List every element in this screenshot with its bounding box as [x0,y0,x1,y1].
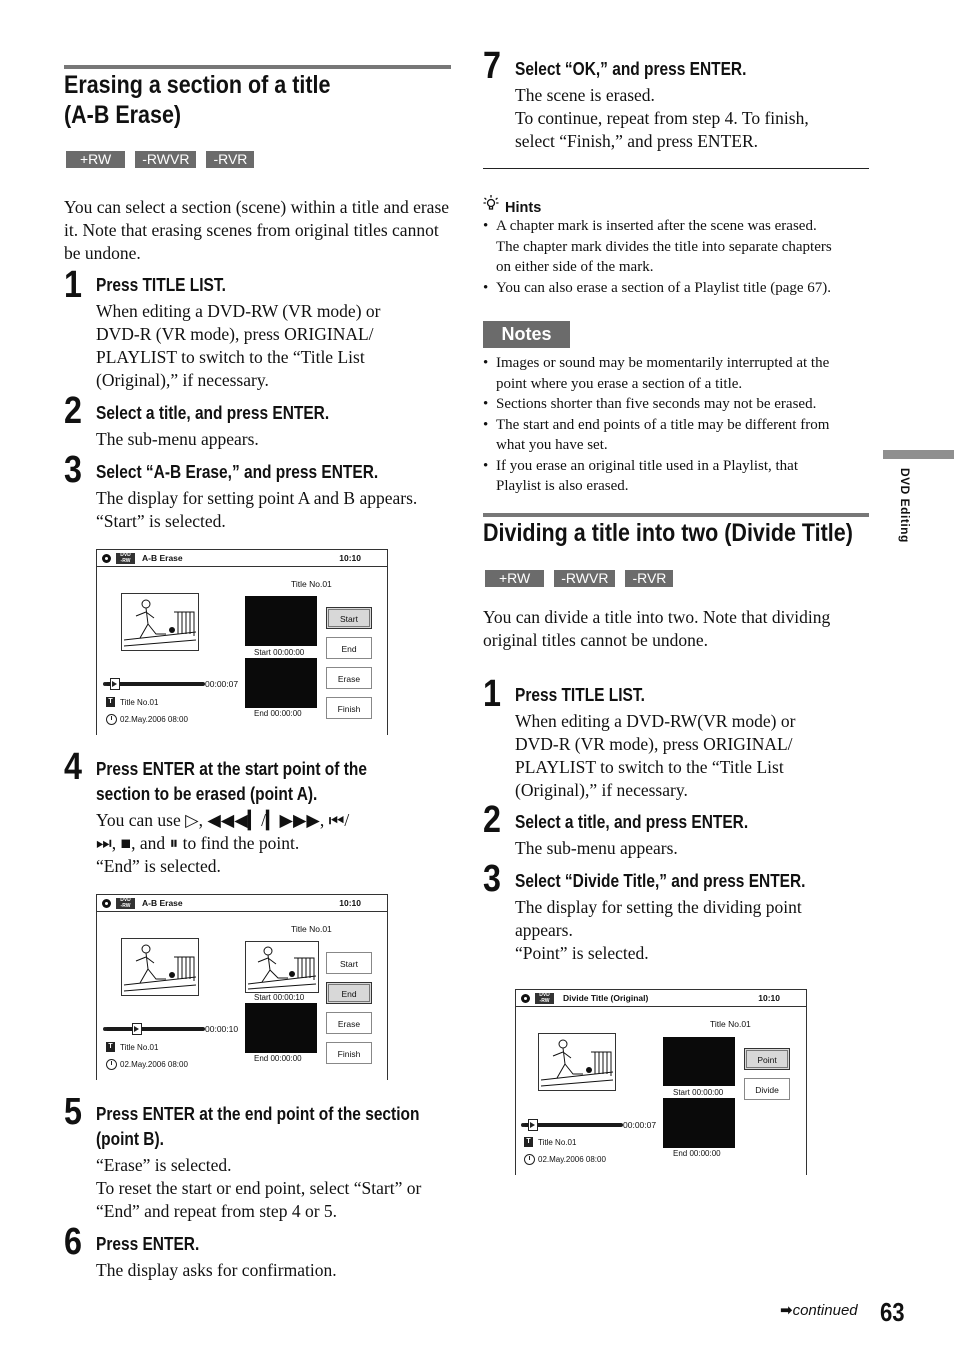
elapsed-time: 00:00:07 [205,679,239,689]
screen-title-bar [516,990,806,1007]
step-body: The display asks for confirmation. [96,1260,337,1280]
progress-bar[interactable] [105,682,205,686]
divide-title-screen [515,989,807,1175]
section-rule [64,65,451,69]
clock-icon [524,1154,535,1165]
badge-plus-rw: +RW [66,151,125,168]
step-number: 2 [483,799,501,841]
ab-erase-screen-end [96,894,388,1080]
start-point-label: Start 00:00:10 [254,993,305,1002]
section-heading-ab-erase: Erasing a section of a title (A-B Erase) [64,71,331,129]
point-button[interactable]: Point [744,1048,790,1070]
elapsed-time: 00:00:07 [623,1120,657,1130]
ab-erase-screen-start [96,549,388,735]
step-body: The display for setting point A and B appears. “Start” is selected. [96,488,418,531]
side-tab-label: DVD Editing [898,468,912,543]
progress-knob[interactable] [132,1023,142,1035]
continued-label: continued [792,1302,858,1319]
screen-clock: 10:10 [339,553,361,563]
arrow-right-icon: ➡ [780,1301,793,1319]
title-icon: T [106,1042,115,1052]
soccer-player-image [122,939,198,995]
progress-bar[interactable] [523,1123,623,1127]
divider [483,168,869,169]
info-title: Title No.01 [120,1043,159,1052]
screen-title-bar [97,895,387,912]
side-tab-bar [883,450,954,459]
title-icon: T [524,1137,533,1147]
notes-list [483,353,873,497]
list-item: • If you erase an original title used in a Playlist, that Playlist is also erased. [483,456,873,497]
step-number: 2 [64,390,82,432]
clock-icon [106,1059,117,1070]
step-heading: Press TITLE LIST. [96,275,226,295]
divide-button[interactable]: Divide [744,1078,790,1100]
info-title: Title No.01 [538,1138,577,1147]
clock-icon [106,714,117,725]
preview-thumbnail [121,938,199,996]
step-heading: Press ENTER at the end point of the section (point B). [96,1104,420,1149]
hints-header [483,194,541,216]
step-heading: Press ENTER at the start point of the section to be erased (point A). [96,759,367,804]
screen-clock: 10:10 [758,993,780,1003]
elapsed-time: 00:00:10 [205,1024,239,1034]
info-date: 02.May.2006 08:00 [538,1155,606,1164]
title-icon: T [106,697,115,707]
dvd-rw-icon: DVD -RW [116,553,135,564]
start-button[interactable]: Start [326,952,372,974]
badge-rw-vr: -RWVR [135,151,196,168]
step-body: “Erase” is selected. To reset the start or end point, select “Start” or “End” and repeat from step 4 or 5. [96,1155,422,1221]
end-point-label: End 00:00:00 [254,1054,302,1063]
badge-r-vr: -RVR [625,570,673,587]
screen-title: A-B Erase [142,898,183,908]
start-point-preview [245,941,319,993]
step-body: The scene is erased. To continue, repeat from step 4. To finish, select “Finish,” and press ENTER. [515,85,809,151]
step-number: 7 [483,45,501,87]
progress-knob[interactable] [110,678,120,690]
hints-list [483,216,873,298]
disc-icon [102,554,111,563]
hints-label: Hints [505,200,542,216]
finish-button[interactable]: Finish [326,697,372,719]
step-body: When editing a DVD-RW (VR mode) or DVD-R (VR mode), press ORIGINAL/ PLAYLIST to switch to the “Title List (Original),” if necessary. [96,301,381,390]
info-date: 02.May.2006 08:00 [120,1060,188,1069]
end-point-preview [245,658,317,708]
step-body: The sub-menu appears. [96,429,259,449]
disc-icon [521,994,530,1003]
step-number: 5 [64,1091,82,1133]
step-number: 4 [64,746,82,788]
preview-thumbnail [538,1033,616,1091]
progress-knob[interactable] [528,1119,538,1131]
badge-plus-rw: +RW [485,570,544,587]
list-item: • Images or sound may be momentarily interrupted at the point where you erase a section of a title. [483,353,873,394]
step-body: The sub-menu appears. [515,838,678,858]
start-point-preview [663,1037,735,1086]
step-number: 3 [483,858,501,900]
list-item: • A chapter mark is inserted after the scene was erased. The chapter mark divides the title into separate chapters on either side of the mark. [483,216,873,278]
disc-badges [66,151,254,168]
badge-r-vr: -RVR [206,151,254,168]
end-button[interactable]: End [326,982,372,1004]
info-date: 02.May.2006 08:00 [120,715,188,724]
notes-label: Notes [483,321,570,348]
screen-title-bar [97,550,387,567]
section-heading-divide-title: Dividing a title into two (Divide Title) [483,519,853,547]
intro-paragraph: You can select a section (scene) within a title and erase it. Note that erasing scenes from original titles cannot be undone. [64,197,450,263]
start-point-label: Start 00:00:00 [254,648,305,657]
start-point-label: Start 00:00:00 [673,1088,724,1097]
step-number: 1 [483,673,501,715]
lightbulb-icon [483,194,501,216]
intro-paragraph: You can divide a title into two. Note that dividing original titles cannot be undone. [483,607,831,650]
finish-button[interactable]: Finish [326,1042,372,1064]
erase-button[interactable]: Erase [326,1012,372,1034]
page-number: 63 [880,1297,905,1327]
step-body: When editing a DVD-RW(VR mode) or DVD-R (VR mode), press ORIGINAL/ PLAYLIST to switch to the “Title List (Original),” if necessary. [515,711,796,800]
screen-clock: 10:10 [339,898,361,908]
progress-bar[interactable] [105,1027,205,1031]
dvd-rw-icon: DVD -RW [535,993,554,1004]
disc-badges [485,570,673,587]
soccer-player-image [246,942,318,992]
info-title: Title No.01 [120,698,159,707]
step-heading: Select “OK,” and press ENTER. [515,59,747,79]
continued-indicator [780,1301,858,1319]
step-heading: Select a title, and press ENTER. [96,403,330,423]
step-number: 1 [64,264,82,306]
disc-icon [102,899,111,908]
soccer-player-image [122,594,198,650]
step-number: 3 [64,449,82,491]
list-item: • The start and end points of a title may be different from what you have set. [483,415,873,456]
soccer-player-image [539,1034,615,1090]
screen-title: A-B Erase [142,553,183,563]
list-item: • You can also erase a section of a Playlist title (page 67). [483,278,873,299]
badge-rw-vr: -RWVR [554,570,615,587]
end-point-preview [245,1003,317,1053]
step-number: 6 [64,1221,82,1263]
end-point-label: End 00:00:00 [254,709,302,718]
step-heading: Select “A-B Erase,” and press ENTER. [96,462,379,482]
screen-title-no: Title No.01 [291,924,332,934]
end-button[interactable]: End [326,637,372,659]
erase-button[interactable]: Erase [326,667,372,689]
dvd-rw-icon: DVD -RW [116,898,135,909]
step-heading: Press TITLE LIST. [515,685,645,705]
screen-title-no: Title No.01 [291,579,332,589]
end-point-label: End 00:00:00 [673,1149,721,1158]
step-heading: Select “Divide Title,” and press ENTER. [515,871,806,891]
step-body: The display for setting the dividing point appears. “Point” is selected. [515,897,802,963]
start-point-preview [245,596,317,646]
start-button[interactable]: Start [326,607,372,629]
end-point-preview [663,1098,735,1148]
preview-thumbnail [121,593,199,651]
screen-title-no: Title No.01 [710,1019,751,1029]
section-rule [483,513,869,517]
step-heading: Select a title, and press ENTER. [515,812,749,832]
step-body: You can use ▷, ◀◀◀▎/▎▶▶▶, ⏮/ ⏭, ■, and ⏸ to find the point. “End” is selected. [96,810,350,876]
screen-title: Divide Title (Original) [563,993,649,1003]
step-heading: Press ENTER. [96,1234,200,1254]
list-item: • Sections shorter than five seconds may not be erased. [483,394,873,415]
